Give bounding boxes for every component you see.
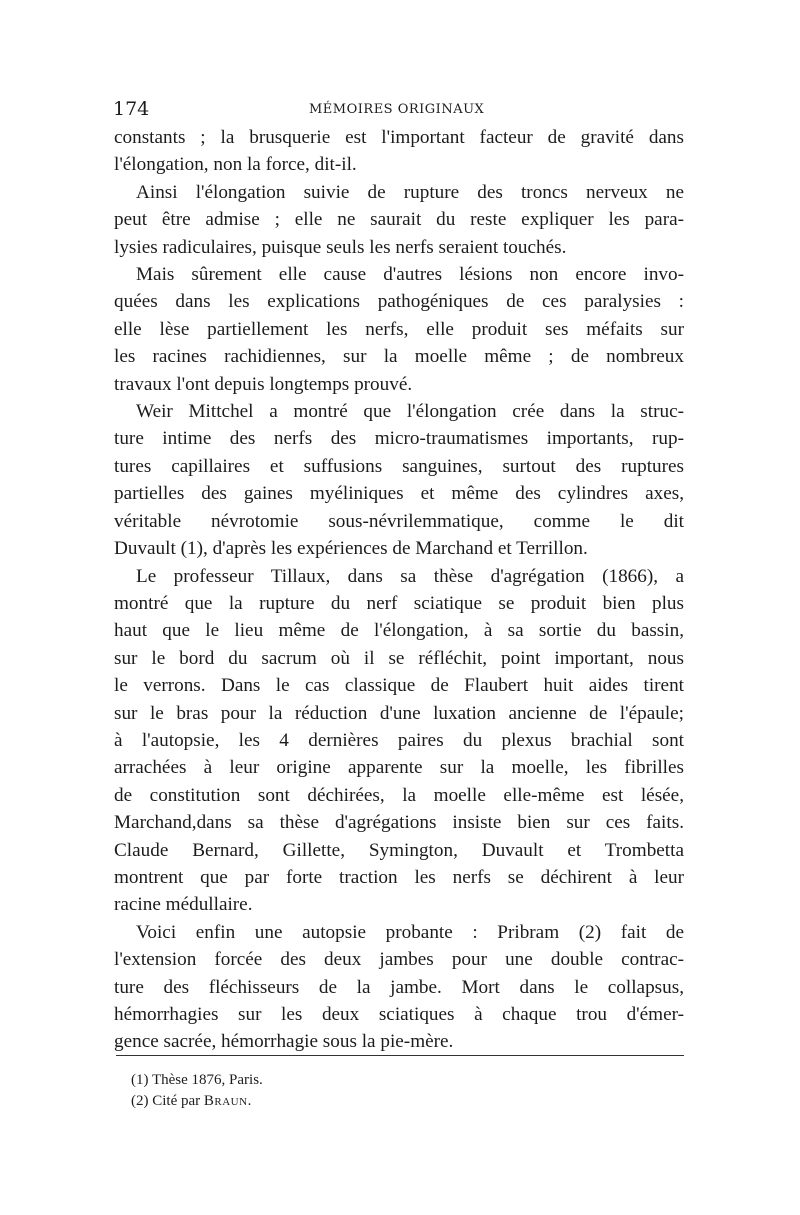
text-line: lysies radiculaires, puisque seuls les nerfs seraient touchés. bbox=[114, 236, 567, 258]
text-line: l'extension forcée des deux jambes pour une double contrac- bbox=[114, 949, 684, 971]
text-line: peut être admise ; elle ne saurait du reste expliquer les para- bbox=[114, 209, 684, 231]
footnote-2-text: (2) Cité par bbox=[131, 1093, 204, 1109]
footnote-2-punct: . bbox=[247, 1093, 252, 1109]
text-line: Duvault (1), d'après les expériences de Marchand et Terrillon. bbox=[114, 538, 588, 560]
paragraph bbox=[114, 919, 684, 1056]
footnote-1 bbox=[131, 1070, 631, 1091]
text-line: sur le bord du sacrum où il se réfléchit, point important, nous bbox=[114, 647, 684, 669]
text-line: Ainsi l'élongation suivie de rupture des troncs nerveux ne bbox=[136, 181, 684, 203]
footnote-1-text: (1) Thèse 1876, Paris. bbox=[131, 1072, 263, 1088]
text-line: de constitution sont déchirées, la moelle elle-même est lésée, bbox=[114, 784, 684, 806]
text-line: Marchand,dans sa thèse d'agrégations insiste bien sur ces faits. bbox=[114, 812, 684, 834]
text-line: montré que la rupture du nerf sciatique se produit bien plus bbox=[114, 592, 684, 614]
text-line: arrachées à leur origine apparente sur la moelle, les fibrilles bbox=[114, 757, 684, 779]
text-line: montrent que par forte traction les nerfs se déchirent à leur bbox=[114, 866, 684, 888]
text-line: tures capillaires et suffusions sanguines, surtout des ruptures bbox=[114, 455, 684, 477]
text-line: partielles des gaines myéliniques et même des cylindres axes, bbox=[114, 483, 684, 505]
footnotes bbox=[131, 1070, 631, 1112]
text-line: constants ; la brusquerie est l'important facteur de gravité dans bbox=[114, 127, 684, 148]
text-line: elle lèse partiellement les nerfs, elle produit ses méfaits sur bbox=[114, 318, 684, 340]
paragraph bbox=[114, 179, 684, 261]
text-line: le verrons. Dans le cas classique de Flaubert huit aides tirent bbox=[114, 675, 684, 697]
text-line: travaux l'ont depuis longtemps prouvé. bbox=[114, 373, 413, 395]
text-line: haut que le lieu même de l'élongation, à sa sortie du bassin, bbox=[114, 620, 684, 642]
text-line: Mais sûrement elle cause d'autres lésions non encore invo- bbox=[136, 264, 684, 286]
text-line: ture intime des nerfs des micro-traumatismes importants, rup- bbox=[114, 428, 684, 450]
paragraph bbox=[114, 563, 684, 919]
body-text bbox=[114, 124, 684, 1056]
text-line: racine médullaire. bbox=[114, 894, 253, 916]
text-line: les racines rachidiennes, sur la moelle même ; de nombreux bbox=[114, 346, 684, 368]
text-line: Claude Bernard, Gillette, Symington, Duvault et Trombetta bbox=[114, 839, 684, 861]
text-line: véritable névrotomie sous-névrilemmatique, comme le dit bbox=[114, 510, 684, 532]
page-number: 174 bbox=[113, 98, 150, 120]
text-line: à l'autopsie, les 4 dernières paires du plexus brachial sont bbox=[114, 729, 684, 751]
text-line: hémorrhagies sur les deux sciatiques à chaque trou d'émer- bbox=[114, 1004, 684, 1025]
paragraph bbox=[114, 398, 684, 562]
running-header bbox=[113, 98, 683, 120]
text-line: Voici enfin une autopsie probante : Pribram (2) fait de bbox=[136, 921, 684, 943]
text-line: sur le bras pour la réduction d'une luxation ancienne de l'épaule; bbox=[114, 702, 684, 724]
footnote-separator-rule bbox=[116, 1055, 684, 1056]
text-line: ture des fléchisseurs de la jambe. Mort dans le collapsus, bbox=[114, 976, 684, 998]
text-line: Weir Mittchel a montré que l'élongation crée dans la struc- bbox=[136, 401, 684, 423]
text-line: gence sacrée, hémorrhagie sous la pie-mère. bbox=[114, 1031, 454, 1053]
header-title: MÉMOIRES ORIGINAUX bbox=[309, 102, 485, 117]
text-line: l'élongation, non la force, dit-il. bbox=[114, 154, 357, 176]
text-line: quées dans les explications pathogéniques de ces paralysies : bbox=[114, 291, 684, 313]
paragraph bbox=[114, 124, 684, 179]
footnote-2 bbox=[131, 1091, 631, 1112]
text-line: Le professeur Tillaux, dans sa thèse d'agrégation (1866), a bbox=[136, 565, 684, 587]
footnote-2-author: Braun bbox=[203, 1093, 248, 1109]
paragraph bbox=[114, 261, 684, 398]
